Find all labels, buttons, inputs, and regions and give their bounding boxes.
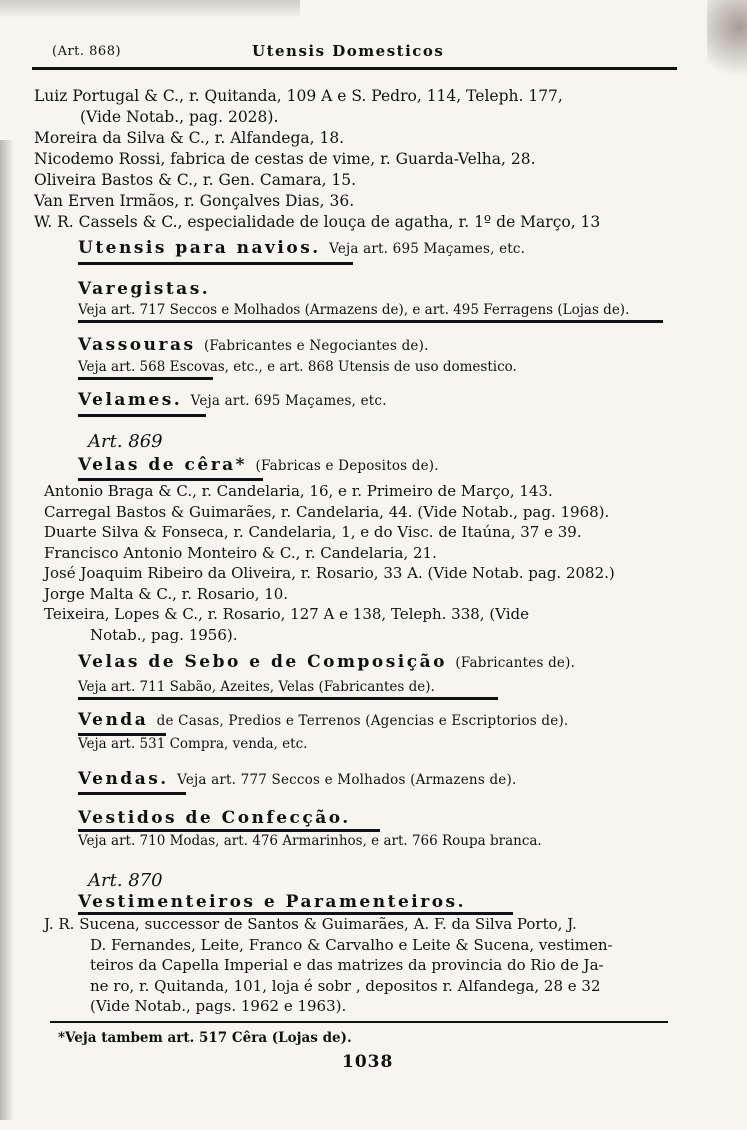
section-heading-varegistas (78, 279, 210, 299)
section-heading-velas-cera (78, 455, 439, 475)
heading-underline (78, 377, 213, 380)
section-heading-venda (78, 710, 568, 730)
heading-underline (78, 414, 206, 417)
heading-underline (78, 792, 186, 795)
section-rule (78, 320, 663, 323)
header-title: Utensis Domesticos (252, 42, 445, 60)
article-number-870: Art. 870 (88, 870, 163, 891)
section-ref-vestidos: Veja art. 710 Modas, art. 476 Armarinhos, e art. 766 Roupa branca. (78, 833, 542, 849)
paper-stain-left (0, 140, 14, 1120)
firm-line: Francisco Antonio Monteiro & C., r. Candelaria, 21. (44, 543, 437, 562)
heading-underline (78, 829, 380, 832)
firm-line: Jorge Malta & C., r. Rosario, 10. (44, 584, 289, 603)
entry-line: (Vide Notab., pags. 1962 e 1963). (90, 997, 347, 1015)
section-heading-vestimenteiros (78, 892, 466, 912)
entry-line: ne ro, r. Quitanda, 101, loja é sobr , depositos r. Alfandega, 28 e 32 (90, 976, 601, 995)
footnote: *Veja tambem art. 517 Cêra (Lojas de). (58, 1030, 352, 1046)
heading-text: Velas de cêra* (78, 455, 248, 475)
heading-ref: (Fabricantes e Negociantes de). (203, 338, 429, 354)
heading-text: Velames. (78, 390, 183, 410)
heading-text: Vestidos de Confecção. (78, 808, 351, 828)
entry-line: Nicodemo Rossi, fabrica de cestas de vime, r. Guarda-Velha, 28. (34, 150, 536, 168)
heading-ref: Veja art. 695 Maçames, etc. (190, 393, 387, 409)
entry-line: J. R. Sucena, successor de Santos & Guimarães, A. F. da Silva Porto, J. (44, 915, 577, 933)
header-article: (Art. 868) (52, 44, 122, 59)
heading-text: Vassouras (78, 335, 196, 355)
velas-firm-list (44, 481, 684, 645)
section-ref-vassouras: Veja art. 568 Escovas, etc., e art. 868 Utensis de uso domestico. (78, 359, 517, 375)
entry-line: (Vide Notab., pag. 2028). (80, 108, 279, 126)
heading-ref: Veja art. 695 Maçames, etc. (329, 241, 526, 257)
section-rule (78, 697, 498, 700)
firm-line: José Joaquim Ribeiro da Oliveira, r. Rosario, 33 A. (Vide Notab. pag. 2082.) (44, 564, 615, 582)
heading-text: Vendas. (78, 769, 169, 789)
section-heading-vassouras (78, 335, 429, 355)
heading-text: Utensis para navios. (78, 238, 321, 258)
entries-top (34, 86, 684, 233)
section-heading-navios (78, 238, 525, 258)
heading-ref: Veja art. 777 Seccos e Molhados (Armazens de). (177, 772, 517, 788)
section-heading-vendas (78, 769, 516, 789)
section-heading-vestidos (78, 808, 351, 828)
article-number-869: Art. 869 (88, 431, 163, 452)
entry-line: Oliveira Bastos & C., r. Gen. Camara, 15. (34, 171, 357, 189)
heading-ref: de Casas, Predios e Terrenos (Agencias e Escriptorios de). (156, 713, 569, 729)
section-ref-varegistas: Veja art. 717 Seccos e Molhados (Armazens de), e art. 495 Ferragens (Lojas de). (78, 302, 630, 318)
firm-line: Antonio Braga & C., r. Candelaria, 16, e r. Primeiro de Março, 143. (44, 482, 553, 500)
entry-line: W. R. Cassels & C., especialidade de louça de agatha, r. 1º de Março, 13 (34, 213, 601, 231)
section-ref-venda: Veja art. 531 Compra, venda, etc. (78, 736, 308, 752)
section-ref-velas-sebo: Veja art. 711 Sabão, Azeites, Velas (Fabricantes de). (78, 679, 435, 695)
heading-ref: (Fabricas e Depositos de). (255, 458, 439, 474)
paper-stain-right (707, 0, 747, 90)
entry-line: Van Erven Irmãos, r. Gonçalves Dias, 36. (34, 192, 355, 210)
heading-ref: (Fabricantes de). (455, 655, 576, 671)
firm-line: Teixeira, Lopes & C., r. Rosario, 127 A e 138, Teleph. 338, (Vide (44, 605, 530, 623)
header-rule (32, 67, 677, 70)
footnote-rule (50, 1021, 668, 1023)
section-heading-velames (78, 390, 387, 410)
entry-line: Moreira da Silva & C., r. Alfandega, 18. (34, 129, 345, 147)
entry-line: D. Fernandes, Leite, Franco & Carvalho e Leite & Sucena, vestimen- (90, 935, 613, 954)
entry-line: Luiz Portugal & C., r. Quitanda, 109 A e S. Pedro, 114, Teleph. 177, (34, 87, 563, 105)
section-heading-velas-sebo (78, 652, 575, 672)
page-number: 1038 (342, 1052, 394, 1072)
firm-line: Notab., pag. 1956). (90, 625, 238, 644)
firm-line: Duarte Silva & Fonseca, r. Candelaria, 1, e do Visc. de Itaúna, 37 e 39. (44, 523, 582, 541)
heading-text: Vestimenteiros e Paramenteiros. (78, 892, 467, 912)
vestimenteiros-entry (44, 914, 674, 1017)
heading-text: Venda (78, 710, 149, 730)
firm-line: Carregal Bastos & Guimarães, r. Candelaria, 44. (Vide Notab., pag. 1968). (44, 502, 610, 521)
heading-underline (78, 262, 353, 265)
paper-stain-top (0, 0, 300, 18)
entry-line: teiros da Capella Imperial e das matrizes da provincia do Rio de Ja- (90, 956, 604, 974)
heading-text: Velas de Sebo e de Composição (78, 652, 447, 672)
heading-text: Varegistas. (78, 279, 211, 299)
